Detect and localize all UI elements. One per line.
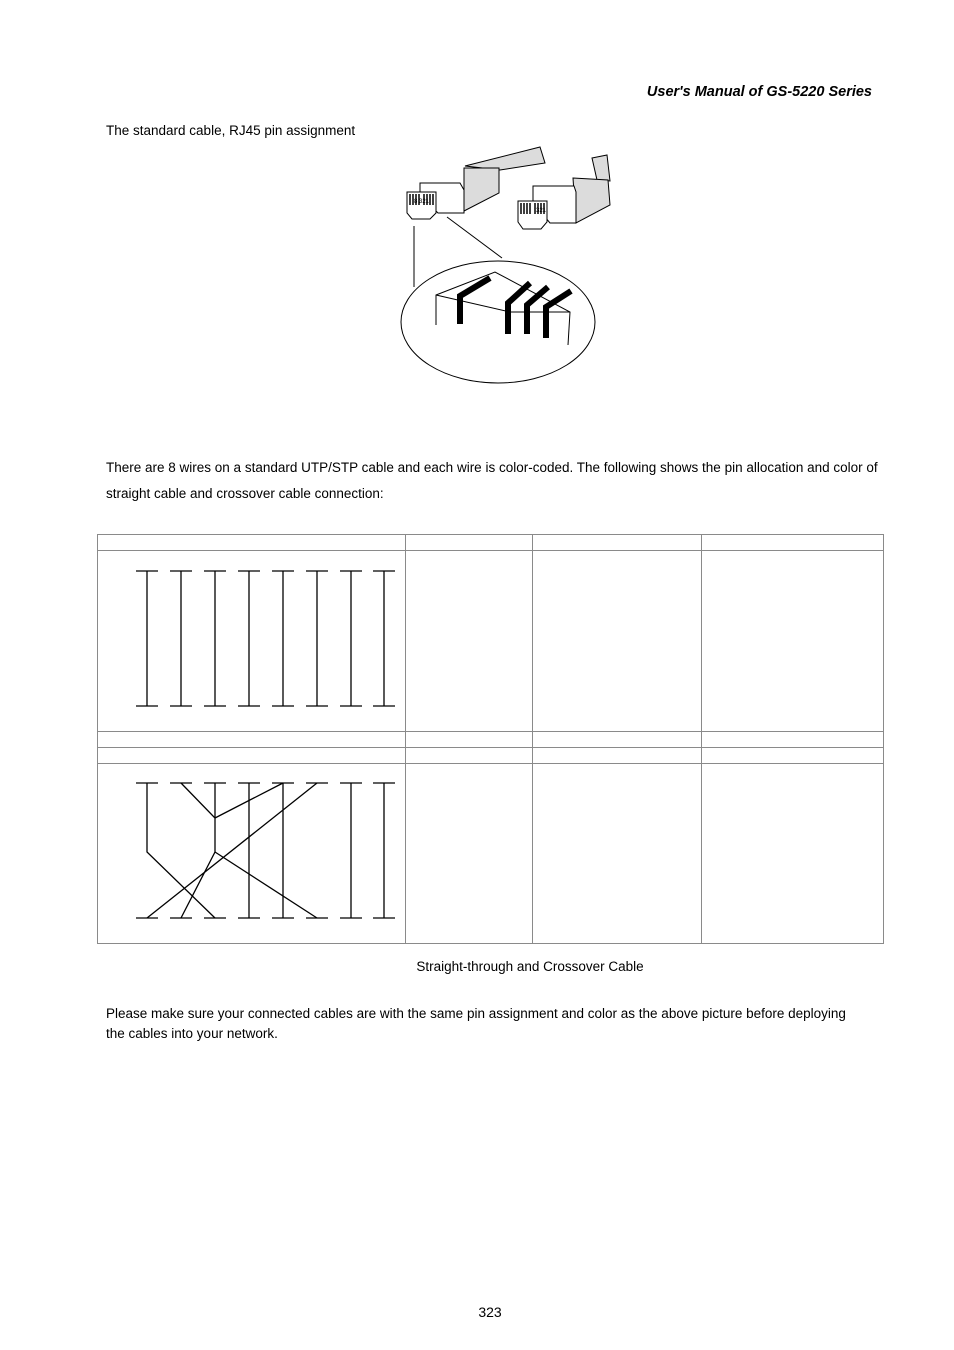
page-number: 323 xyxy=(478,1304,502,1320)
straight-through-diagram xyxy=(136,571,395,706)
crossover-diagram xyxy=(136,783,395,918)
wires-description: There are 8 wires on a standard UTP/STP cable and each wire is color-coded. The following shows the pin allocation and color of straight cable and crossover cable connection: xyxy=(106,460,878,501)
figure-caption: Straight-through and Crossover Cable xyxy=(416,959,644,974)
right-connector-label: 321 xyxy=(536,208,547,214)
page-header-title: User's Manual of GS-5220 Series xyxy=(646,84,872,100)
left-connector-label: 8 321 xyxy=(414,199,430,205)
rj45-illustration xyxy=(401,147,610,383)
note-text: Please make sure your connected cables are with the same pin assignment and color as the above picture before deploying the cables into your network. xyxy=(106,1006,846,1041)
intro-text: The standard cable, RJ45 pin assignment xyxy=(106,123,356,138)
